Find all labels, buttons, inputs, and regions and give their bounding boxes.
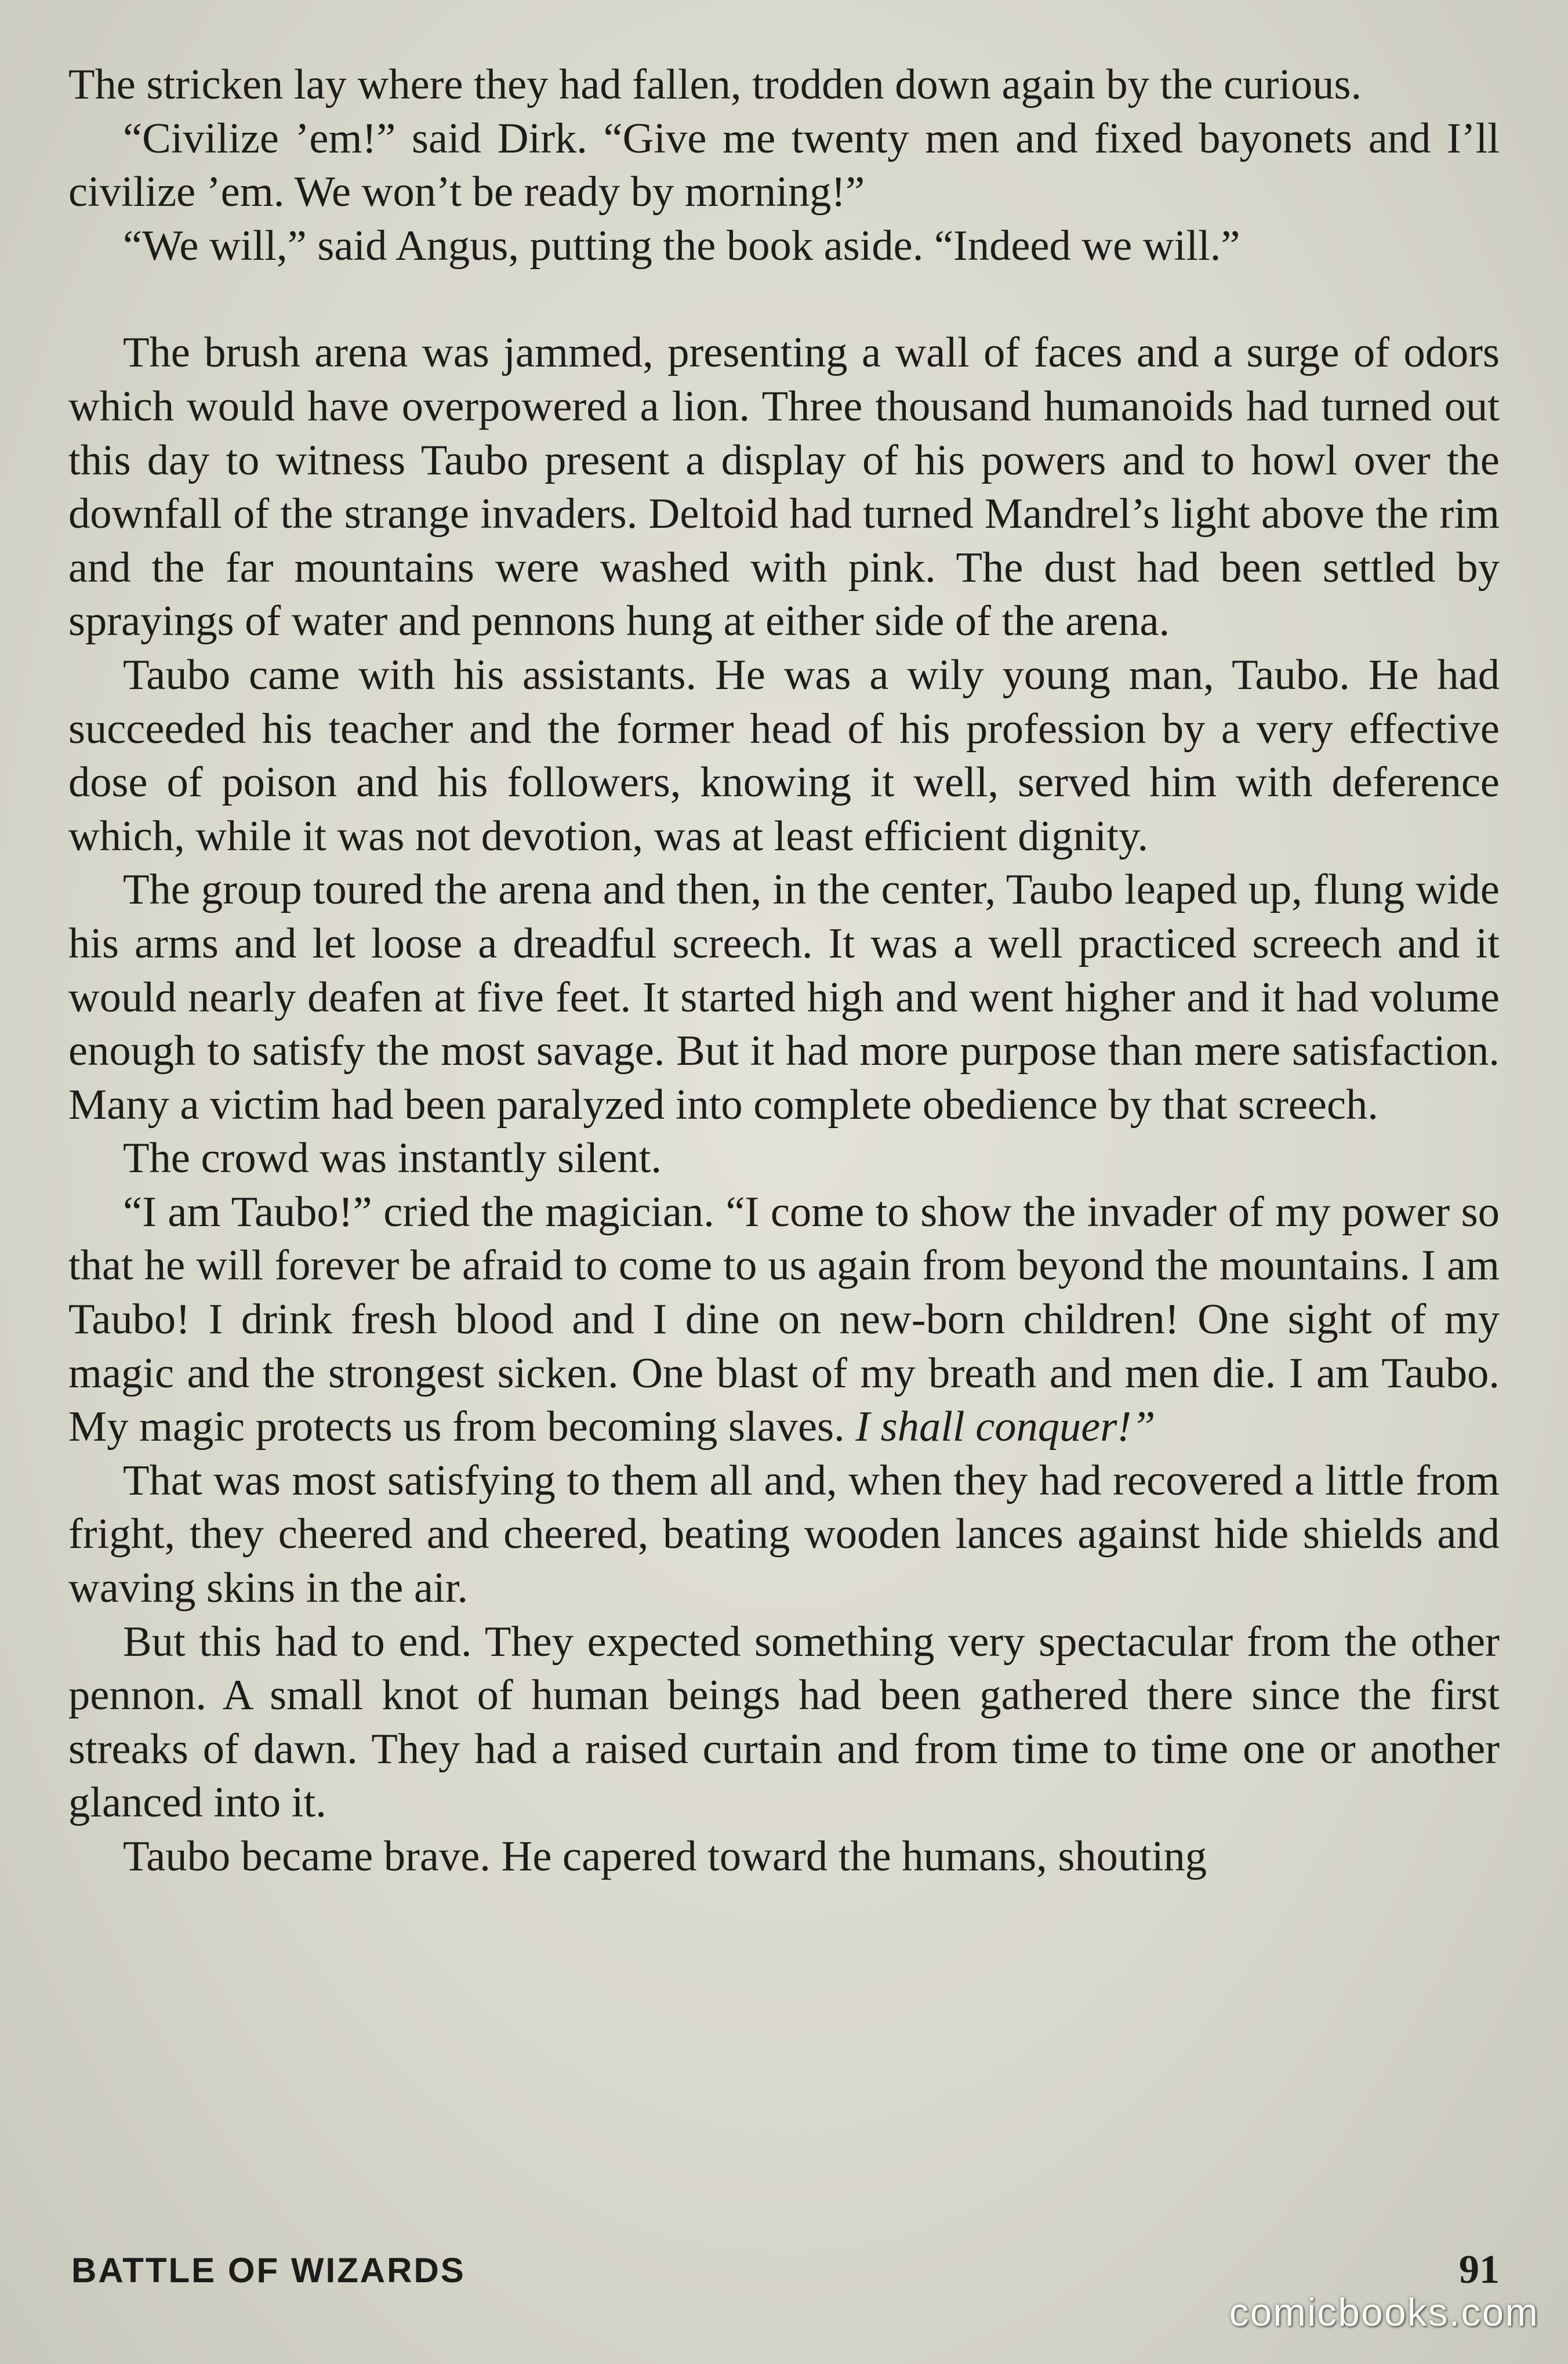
paragraph: That was most satisfying to them all and, when they had recovered a little from fright, they cheered and cheered, beating wooden lances against hide shields and waving skins in the air. [68, 1456, 1500, 1612]
page-number: 91 [1459, 2247, 1500, 2292]
paragraph: The brush arena was jammed, presenting a wall of faces and a surge of odors which would have overpowered a lion. Three thousand humanoids had turned out this day to witness Taubo present a display of his powers and to howl over the downfall of the strange invaders. Deltoid had turned Mandrel’s light above the rim and the far mountains were washed with pink. The dust had been settled by sprayings of water and pennons hung at either side of the arena. [68, 329, 1500, 646]
watermark: comicbooks.com [1229, 2290, 1539, 2334]
paragraph: “We will,” said Angus, putting the book aside. “Indeed we will.” [123, 222, 1240, 270]
paragraph: The group toured the arena and then, in the center, Taubo leaped up, flung wide his arms and let loose a dreadful screech. It was a well practiced screech and it would nearly deafen at five feet. It started high and went higher and it had volume enough to satisfy the most savage. But it had more purpose than mere satisfaction. Many a victim had been paralyzed into complete obedience by that screech. [68, 866, 1500, 1129]
taubo-speech-paragraph [68, 1185, 1500, 1454]
speech-text: “I am Taubo!” cried the magician. “I come to show the invader of my power so that he will forever be afraid to come to us again from beyond the mountains. I am Taubo! I drink fresh blood and I dine on new-born children! One sight of my magic and the strongest sicken. One blast of my breath and men die. I am Taubo. My magic protects us from becoming slaves. [68, 1188, 1500, 1451]
paragraph: The stricken lay where they had fallen, trodden down again by the curious. [68, 61, 1362, 108]
paragraph: But this had to end. They expected something very spectacular from the other pennon. A small knot of human beings had been gathered there since the first streaks of dawn. They had a raised curtain and from time to time one or another glanced into it. [68, 1618, 1500, 1827]
paragraph: Taubo came with his assistants. He was a wily young man, Taubo. He had succeeded his teacher and the former head of his profession by a very effective dose of poison and his followers, knowing it well, served him with deference which, while it was not devotion, was at least efficient dignity. [68, 651, 1500, 860]
running-head: BATTLE OF WIZARDS [71, 2251, 466, 2290]
paragraph: “Civilize ’em!” said Dirk. “Give me twenty men and fixed bayonets and I’ll civilize ’em. We won’t be ready by morning!” [68, 114, 1500, 216]
speech-italic: I shall conquer!” [855, 1403, 1156, 1451]
paragraph: The crowd was instantly silent. [123, 1134, 662, 1183]
body-text [68, 58, 1500, 1884]
paragraph: Taubo became brave. He capered toward the humans, shouting [123, 1833, 1207, 1880]
